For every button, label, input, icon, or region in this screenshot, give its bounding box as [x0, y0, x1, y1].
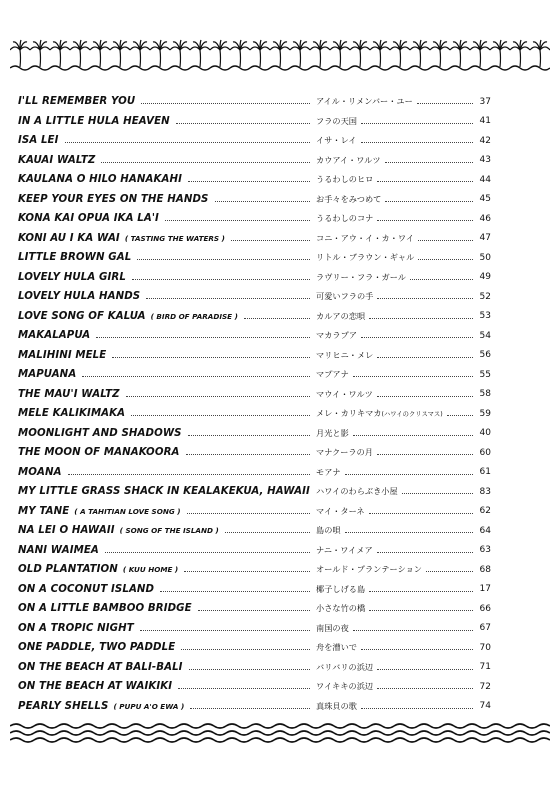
- dot-leader: [184, 571, 310, 572]
- dot-leader: [377, 298, 473, 299]
- page-number: 66: [479, 603, 491, 614]
- toc-left: [18, 467, 316, 478]
- japanese-title: モアナ: [316, 466, 341, 477]
- toc-right: [316, 506, 491, 517]
- toc-row: [18, 268, 491, 288]
- toc-row: [18, 697, 491, 717]
- page-number: 72: [479, 681, 491, 692]
- song-title: KEEP YOUR EYES ON THE HANDS: [18, 193, 209, 205]
- dot-leader: [410, 279, 473, 280]
- toc-row: [18, 580, 491, 600]
- song-title: KONI AU I KA WAI: [18, 232, 120, 244]
- song-title: MALIHINI MELE: [18, 349, 107, 361]
- toc-left: [18, 135, 316, 146]
- palm-tree-icon: [110, 40, 130, 67]
- toc-left: [18, 291, 316, 302]
- toc-row: [18, 131, 491, 151]
- page-number: 45: [479, 194, 491, 205]
- toc-row: [18, 599, 491, 619]
- dot-leader: [369, 591, 473, 592]
- toc-right: [316, 525, 491, 536]
- toc-left: [18, 330, 316, 341]
- palm-tree-icon: [150, 40, 170, 67]
- japanese-title: オールド・プランテーション: [316, 564, 422, 575]
- dot-leader: [126, 396, 310, 397]
- japanese-title: 椰子しげる島: [316, 583, 366, 594]
- dot-leader: [131, 415, 310, 416]
- page-number: 43: [479, 155, 491, 166]
- song-title: LITTLE BROWN GAL: [18, 252, 132, 264]
- toc-left: [18, 545, 316, 556]
- dot-leader: [188, 181, 310, 182]
- toc-row: [18, 151, 491, 171]
- dot-leader: [369, 610, 473, 611]
- japanese-subtitle: (ハワイのクリスマス): [381, 411, 443, 419]
- song-title: IN A LITTLE HULA HEAVEN: [18, 115, 170, 127]
- toc-right: [316, 233, 491, 244]
- palm-tree-icon: [10, 40, 30, 67]
- japanese-title: マウイ・ワルツ: [316, 388, 373, 399]
- japanese-title: マプアナ: [316, 369, 349, 380]
- page-number: 17: [479, 584, 491, 595]
- toc-right: [316, 428, 491, 439]
- dot-leader: [369, 318, 473, 319]
- toc-row: [18, 229, 491, 249]
- page-number: 41: [479, 116, 491, 127]
- song-title: MOANA: [18, 466, 62, 478]
- dot-leader: [361, 123, 473, 124]
- japanese-title: マナクーラの月: [316, 447, 373, 458]
- toc-row: [18, 190, 491, 210]
- dot-leader: [345, 474, 473, 475]
- japanese-title: 月光と影: [316, 427, 349, 438]
- song-title: ISA LEI: [18, 135, 59, 147]
- page-number: 61: [479, 467, 491, 478]
- song-title: NANI WAIMEA: [18, 544, 99, 556]
- japanese-title: 南国の夜: [316, 622, 349, 633]
- dot-leader: [377, 688, 473, 689]
- palm-tree-icon: [50, 40, 70, 67]
- dot-leader: [176, 123, 310, 124]
- palm-tree-border-top: [10, 38, 550, 72]
- page-number: 83: [479, 486, 491, 497]
- dot-leader: [188, 435, 310, 436]
- dot-leader: [447, 415, 473, 416]
- toc-row: [18, 248, 491, 268]
- toc-left: [18, 584, 316, 595]
- toc-right: [316, 330, 491, 341]
- toc-row: [18, 346, 491, 366]
- japanese-title: アイル・リメンバー・ユー: [316, 96, 413, 107]
- page-number: 63: [479, 545, 491, 556]
- song-title: MAPUANA: [18, 369, 77, 381]
- palm-tree-icon: [70, 40, 90, 67]
- japanese-title: リトル・ブラウン・ギャル: [316, 252, 415, 263]
- dot-leader: [215, 201, 311, 202]
- dot-leader: [345, 532, 473, 533]
- japanese-title: マリヒニ・メレ: [316, 349, 374, 360]
- japanese-title: コニ・アウ・イ・カ・ワイ: [316, 232, 415, 243]
- palm-tree-icon: [190, 40, 210, 67]
- palm-tree-icon: [170, 40, 190, 67]
- dot-leader: [198, 610, 310, 611]
- dot-leader: [377, 552, 473, 553]
- palm-tree-icon: [350, 40, 370, 67]
- palm-tree-icon: [250, 40, 270, 67]
- dot-leader: [105, 552, 310, 553]
- dot-leader: [140, 630, 310, 631]
- toc-right: [316, 564, 491, 575]
- toc-left: [18, 408, 316, 419]
- toc-row: [18, 326, 491, 346]
- toc-right: [316, 272, 491, 283]
- song-subtitle: ( TASTING THE WATERS ): [124, 233, 225, 243]
- toc-right: [316, 681, 491, 692]
- toc-row: [18, 560, 491, 580]
- toc-left: [18, 96, 316, 107]
- toc-right: [316, 584, 491, 595]
- toc-right: [316, 291, 491, 302]
- toc-left: [18, 447, 316, 458]
- page-number: 60: [479, 447, 491, 458]
- toc-row: [18, 385, 491, 405]
- dot-leader: [231, 240, 310, 241]
- japanese-title: 舟を漕いで: [316, 642, 357, 653]
- song-title: KONA KAI OPUA IKA LA'I: [18, 213, 159, 225]
- song-title: ON THE BEACH AT BALI-BALI: [18, 661, 183, 673]
- dot-leader: [385, 201, 473, 202]
- palm-tree-icon: [30, 40, 50, 67]
- toc-row: [18, 404, 491, 424]
- japanese-title: うるわしのコナ: [316, 213, 374, 224]
- dot-leader: [426, 571, 473, 572]
- song-title: ON A LITTLE BAMBOO BRIDGE: [18, 603, 192, 615]
- toc-right: [316, 701, 491, 712]
- page-number: 37: [479, 96, 491, 107]
- japanese-title: ナニ・ワイメア: [316, 544, 373, 555]
- toc-left: [18, 194, 316, 205]
- palm-tree-icon: [370, 40, 390, 67]
- palm-tree-icon: [130, 40, 150, 67]
- toc-row: [18, 170, 491, 190]
- toc-row: [18, 638, 491, 658]
- song-title: LOVELY HULA HANDS: [18, 291, 141, 303]
- japanese-title: ワイキキの浜辺: [316, 681, 374, 692]
- japanese-title: フラの天国: [316, 115, 357, 126]
- toc-row: [18, 443, 491, 463]
- dot-leader: [377, 396, 473, 397]
- song-title: KAUAI WALTZ: [18, 154, 96, 166]
- page-number: 74: [479, 701, 491, 712]
- song-title: ON A COCONUT ISLAND: [18, 583, 155, 595]
- palm-tree-icon: [90, 40, 110, 67]
- japanese-title: 真珠貝の歌: [316, 700, 357, 711]
- japanese-title: メレ・カリキマカ: [316, 408, 382, 419]
- palm-tree-icon: [290, 40, 310, 67]
- dot-leader: [377, 181, 473, 182]
- dot-leader: [361, 708, 473, 709]
- dot-leader: [65, 142, 311, 143]
- toc-left: [18, 272, 316, 283]
- dot-leader: [132, 279, 310, 280]
- page-number: 55: [479, 369, 491, 380]
- palm-tree-icon: [330, 40, 350, 67]
- dot-leader: [377, 220, 473, 221]
- palm-tree-icon: [410, 40, 430, 67]
- page-number: 59: [479, 408, 491, 419]
- toc-row: [18, 209, 491, 229]
- toc-left: [18, 564, 316, 575]
- dot-leader: [112, 357, 310, 358]
- toc-right: [316, 252, 491, 263]
- toc-row: [18, 365, 491, 385]
- dot-leader: [165, 220, 310, 221]
- toc-left: [18, 701, 316, 712]
- toc-right: [316, 447, 491, 458]
- japanese-title: カウアイ・ワルツ: [316, 154, 381, 165]
- toc-left: [18, 603, 316, 614]
- toc-right: [316, 155, 491, 166]
- palm-tree-icon: [510, 40, 530, 67]
- song-title: THE MOON OF MANAKOORA: [18, 447, 180, 459]
- toc-left: [18, 252, 316, 263]
- dot-leader: [181, 649, 310, 650]
- japanese-title: 島の唄: [316, 525, 341, 536]
- toc-row: [18, 541, 491, 561]
- toc-left: [18, 369, 316, 380]
- toc-left: [18, 506, 316, 517]
- page-number: 49: [479, 272, 491, 283]
- dot-leader: [361, 649, 473, 650]
- page-number: 68: [479, 564, 491, 575]
- dot-leader: [101, 162, 310, 163]
- dot-leader: [146, 298, 310, 299]
- page-number: 56: [479, 350, 491, 361]
- dot-leader: [418, 240, 473, 241]
- song-title: NA LEI O HAWAII: [18, 525, 115, 537]
- dot-leader: [353, 376, 473, 377]
- toc-left: [18, 116, 316, 127]
- page-number: 44: [479, 174, 491, 185]
- dot-leader: [160, 591, 310, 592]
- toc-left: [18, 389, 316, 400]
- page-number: 58: [479, 389, 491, 400]
- japanese-title: マカラプア: [316, 330, 357, 341]
- song-title: I'LL REMEMBER YOU: [18, 96, 136, 108]
- song-title: MY LITTLE GRASS SHACK IN KEALAKEKUA, HAWAII: [18, 486, 310, 498]
- page-number: 50: [479, 252, 491, 263]
- toc-row: [18, 677, 491, 697]
- dot-leader: [68, 474, 310, 475]
- japanese-title: うるわしのヒロ: [316, 174, 374, 185]
- toc-left: [18, 525, 316, 536]
- toc-row: [18, 619, 491, 639]
- wave-border-bottom: [10, 720, 550, 750]
- toc-left: [18, 681, 316, 692]
- song-subtitle: ( BIRD OF PARADISE ): [150, 311, 238, 321]
- toc-right: [316, 408, 491, 419]
- toc-right: [316, 642, 491, 653]
- page-number: 64: [479, 525, 491, 536]
- song-title: MY TANE: [18, 505, 70, 517]
- song-title: KAULANA O HILO HANAKAHI: [18, 174, 183, 186]
- palm-tree-icon: [450, 40, 470, 67]
- toc-right: [316, 389, 491, 400]
- toc-row: [18, 658, 491, 678]
- toc-row: [18, 307, 491, 327]
- toc-row: [18, 424, 491, 444]
- japanese-title: マイ・ターネ: [316, 505, 365, 516]
- toc-right: [316, 369, 491, 380]
- dot-leader: [225, 532, 310, 533]
- palm-tree-icon: [270, 40, 290, 67]
- japanese-title: カルアの恋唄: [316, 310, 366, 321]
- song-title: MOONLIGHT AND SHADOWS: [18, 427, 182, 439]
- toc-left: [18, 311, 316, 322]
- song-title: ON A TROPIC NIGHT: [18, 622, 134, 634]
- toc-right: [316, 213, 491, 224]
- dot-leader: [353, 435, 473, 436]
- toc-right: [316, 467, 491, 478]
- page-number: 47: [479, 233, 491, 244]
- palm-tree-icon: [530, 40, 550, 67]
- toc-row: [18, 502, 491, 522]
- toc-left: [18, 623, 316, 634]
- toc-right: [316, 662, 491, 673]
- dot-leader: [178, 688, 310, 689]
- page-number: 52: [479, 291, 491, 302]
- japanese-title: ラヴリー・フラ・ガール: [316, 271, 406, 282]
- page-number: 67: [479, 623, 491, 634]
- japanese-title: イサ・レイ: [316, 135, 357, 146]
- song-title: ONE PADDLE, TWO PADDLE: [18, 642, 176, 654]
- toc-row: [18, 287, 491, 307]
- song-title: MELE KALIKIMAKA: [18, 408, 126, 420]
- page-number: 53: [479, 311, 491, 322]
- japanese-title: 可愛いフラの手: [316, 291, 374, 302]
- dot-leader: [141, 103, 310, 104]
- dot-leader: [186, 454, 310, 455]
- toc-right: [316, 135, 491, 146]
- toc-right: [316, 350, 491, 361]
- toc-row: [18, 482, 491, 502]
- dot-leader: [418, 259, 473, 260]
- toc-left: [18, 350, 316, 361]
- dot-leader: [353, 630, 473, 631]
- toc-left: [18, 428, 316, 439]
- toc-right: [316, 603, 491, 614]
- song-subtitle: ( PUPU A'O EWA ): [113, 701, 185, 711]
- toc-right: [316, 623, 491, 634]
- toc-row: [18, 112, 491, 132]
- dot-leader: [417, 103, 473, 104]
- palm-tree-icon: [230, 40, 250, 67]
- dot-leader: [244, 318, 310, 319]
- page-number: 54: [479, 330, 491, 341]
- page-number: 46: [479, 213, 491, 224]
- toc-row: [18, 92, 491, 112]
- dot-leader: [82, 376, 310, 377]
- toc-left: [18, 486, 316, 497]
- dot-leader: [385, 162, 473, 163]
- toc-left: [18, 213, 316, 224]
- toc-left: [18, 642, 316, 653]
- song-subtitle: ( SONG OF THE ISLAND ): [119, 526, 219, 536]
- palm-tree-icon: [470, 40, 490, 67]
- song-title: OLD PLANTATION: [18, 564, 118, 576]
- page-number: 40: [479, 428, 491, 439]
- page-number: 62: [479, 506, 491, 517]
- table-of-contents: [18, 92, 491, 716]
- toc-left: [18, 662, 316, 673]
- japanese-title: ハワイのわらぶき小屋: [316, 486, 398, 497]
- dot-leader: [402, 493, 473, 494]
- dot-leader: [96, 337, 310, 338]
- palm-tree-icon: [390, 40, 410, 67]
- dot-leader: [189, 669, 310, 670]
- toc-right: [316, 486, 491, 497]
- page-number: 42: [479, 135, 491, 146]
- dot-leader: [187, 513, 310, 514]
- palm-tree-icon: [210, 40, 230, 67]
- toc-right: [316, 545, 491, 556]
- dot-leader: [361, 337, 473, 338]
- toc-right: [316, 194, 491, 205]
- song-title: LOVE SONG OF KALUA: [18, 310, 146, 322]
- song-subtitle: ( A TAHITIAN LOVE SONG ): [74, 506, 181, 516]
- dot-leader: [377, 454, 473, 455]
- palm-tree-icon: [430, 40, 450, 67]
- dot-leader: [377, 357, 473, 358]
- toc-left: [18, 233, 316, 244]
- toc-row: [18, 463, 491, 483]
- dot-leader: [369, 513, 473, 514]
- toc-left: [18, 174, 316, 185]
- page-number: 70: [479, 642, 491, 653]
- dot-leader: [377, 669, 473, 670]
- song-subtitle: ( KUU HOME ): [122, 565, 179, 575]
- toc-row: [18, 521, 491, 541]
- toc-right: [316, 116, 491, 127]
- toc-right: [316, 174, 491, 185]
- song-title: ON THE BEACH AT WAIKIKI: [18, 681, 173, 693]
- song-title: MAKALAPUA: [18, 330, 91, 342]
- toc-left: [18, 155, 316, 166]
- dot-leader: [190, 708, 310, 709]
- page-number: 71: [479, 662, 491, 673]
- dot-leader: [361, 142, 473, 143]
- dot-leader: [137, 259, 310, 260]
- palm-tree-icon: [490, 40, 510, 67]
- song-title: PEARLY SHELLS: [18, 700, 109, 712]
- song-title: LOVELY HULA GIRL: [18, 271, 126, 283]
- palm-tree-icon: [310, 40, 330, 67]
- toc-right: [316, 96, 491, 107]
- song-title: THE MAU'I WALTZ: [18, 388, 120, 400]
- japanese-title: お手々をみつめて: [316, 193, 382, 204]
- japanese-title: バリバリの浜辺: [316, 661, 374, 672]
- japanese-title: 小さな竹の橋: [316, 603, 366, 614]
- toc-right: [316, 311, 491, 322]
